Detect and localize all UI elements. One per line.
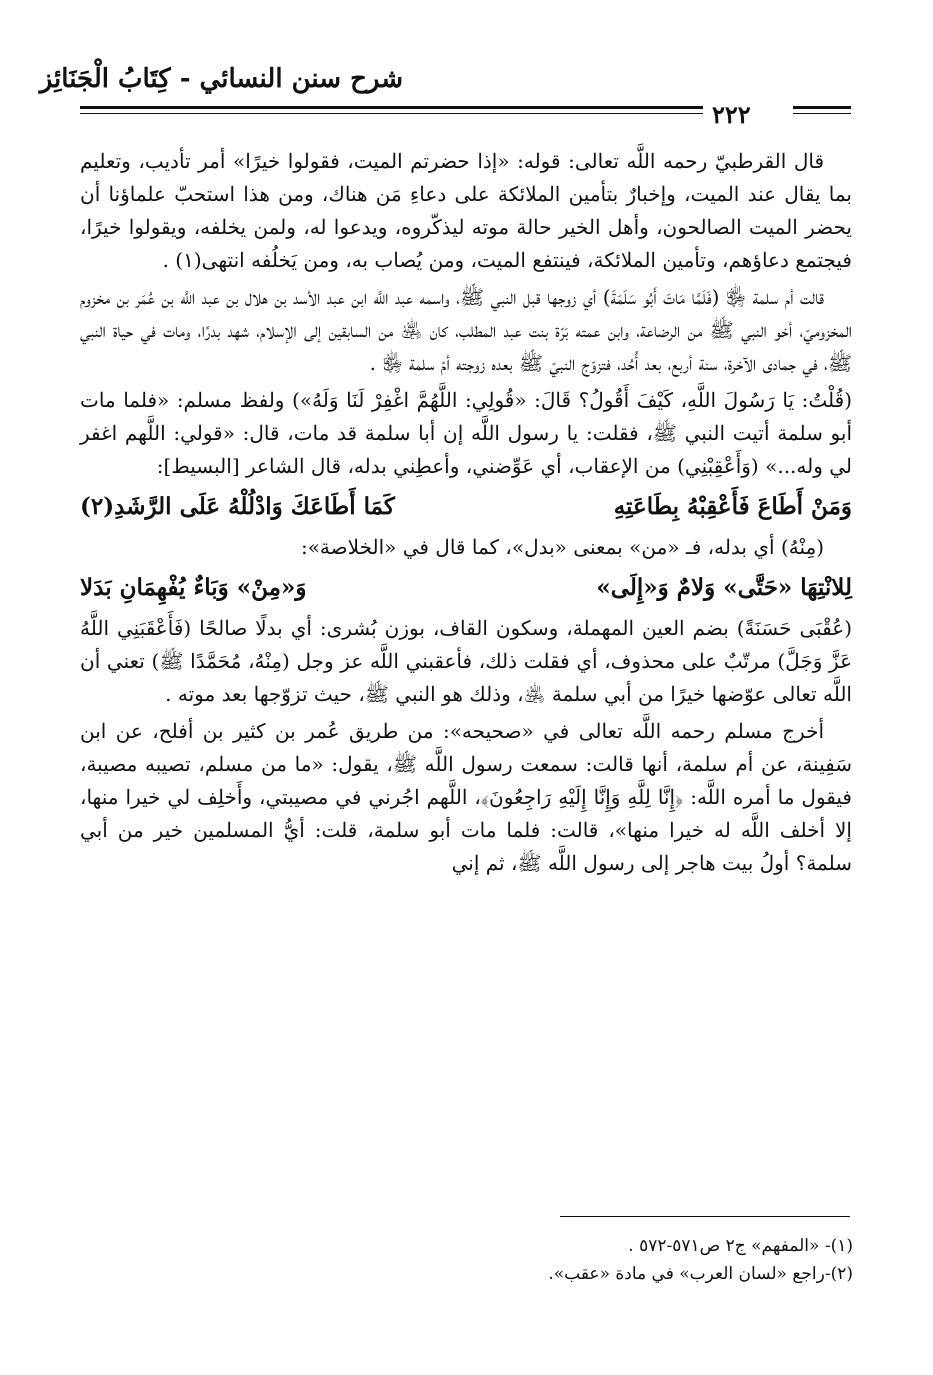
footnote-2: (٢)-راجع «لسان العرب» في مادة «عقب». bbox=[548, 1264, 853, 1284]
footnote-1: (١)- «المفهم» ج٢ ص٥٧١-٥٧٢ . bbox=[628, 1236, 853, 1256]
verse-hemistich-first: وَمَنْ أَطَاعَ فَأَعْقِبْهُ بِطَاعَتِهِ bbox=[613, 493, 852, 520]
poetry-verse-khulasa bbox=[80, 568, 852, 608]
verse-intro: (مِنْهُ) أي بدله، فـ «من» بمعنى «بدل»، كما قال في «الخلاصة»: bbox=[300, 535, 824, 559]
header-rule-right bbox=[793, 106, 851, 109]
running-title: شرح سنن النسائي - كِتَابُ الْجَنَائِز bbox=[39, 64, 403, 94]
verse-hemistich-second: كَمَا أَطَاعَكَ وَادْلُلْهُ عَلَى الرَّشَدِ(٢) bbox=[80, 493, 395, 520]
paragraph-qurtubi: قال القرطبيّ رحمه اللَّه تعالى: قوله: «إذا حضرتم الميت، فقولوا خيرًا» أمر تأديب، وتعليم بما يقال عند الميت، وإخبارٌ بتأمين الملائكة على دعاءِ مَن هناك، ومن هذا استحبّ علماؤنا أن يحضر الميت الصالحون، وأهل الخير حالة موته ليذكّروه، ويدعوا له، ولمن يخلفه، ويقولوا خيرًا، فيجتمع دعاؤهم، وتأمين الملائكة، فينتفع الميت، ومن يُصاب به، ومن يَخلُفه انتهى(١) . bbox=[80, 149, 852, 272]
verse-hemistich-second: وَ«مِنْ» وَبَاءٌ يُفْهِمَانِ بَدَلا bbox=[80, 574, 307, 601]
paragraph-umm-salama: قالت أم سلمة ﵂ (فَلَمَّا مَاتَ أَبُو سَلَمَةَ) أي زوجها قبل النبي ﷺ، واسمه عبد اللَّه ابن عبد الأسد بن هلال بن عبد اللَّه بن عُمَر بن مخزوم المخزوميّ، أخو النبي ﷺ من الرضاعة، وابن عمته بَرّة بنت عبد المطلب، كان ﵁ من السابقين إلى الإسلام، شهد بدرًا، ومات في حياة النبي ﷺ، في جمادى الآخرة، سنة أربع، بعد أُحُد، فتزوّج النبيّ ﷺ بعده زوجته أمّ سلمة ﵂ . bbox=[80, 285, 852, 375]
header-rule-thin bbox=[80, 113, 703, 114]
verse-hemistich-first: لِلانْتِهَا «حَتَّى» وَلامٌ وَ«إِلَى» bbox=[596, 574, 852, 601]
paragraph-muslim: أخرج مسلم رحمه اللَّه تعالى في «صحيحه»: من طريق عُمر بن كثير بن أفلح، عن ابن سَفِينة، عن أم سلمة، أنها قالت: سمعت رسول اللَّه ﷺ، يقول: «ما من مسلم، تصيبه مصيبة، فيقول ما أمره اللَّه: ﴿إِنَّا لِلَّهِ وَإِنَّا إِلَيْهِ رَاجِعُونَ﴾، اللَّهم اجُرني في مصيبتي، وأَخلِف لي خيرا منها، إلا أخلف اللَّه له خيرا منها»، قالت: فلما مات أبو سلمة، قلت: أيُّ المسلمين خير من أبي سلمة؟ أولُ بيت هاجر إلى رسول اللَّه ﷺ، ثم إني bbox=[80, 719, 852, 875]
footnote-separator bbox=[560, 1216, 850, 1217]
header-rule bbox=[80, 106, 703, 109]
header-rule-right-thin bbox=[793, 113, 851, 114]
page-number: ٢٢٢ bbox=[712, 100, 751, 129]
main-text bbox=[80, 145, 852, 884]
footnotes bbox=[81, 1232, 853, 1288]
poetry-verse bbox=[80, 487, 852, 527]
paragraph-uqba: (عُقْبَى حَسَنَةً) بضم العين المهملة، وسكون القاف، بوزن بُشرى: أي بدلًا صالحًا (فَأَعْقَبَنِي اللَّهُ عَزَّ وَجَلَّ) مرتّبٌ على محذوف، أي فقلت ذلك، فأعقبني اللَّه عز وجل (مِنْهُ، مُحَمَّدًا ﷺ) تعني أن اللَّه تعالى عوّضها خيرًا من أبي سلمة ﵁، وذلك هو النبي ﷺ، حيث تزوّجها بعد موته . bbox=[80, 616, 852, 706]
paragraph-qultu: (قُلْتُ: يَا رَسُولَ اللَّهِ، كَيْفَ أَقُولُ؟ قَالَ: «قُولِي: اللَّهُمَّ اغْفِرْ لَنَا وَلَهُ») ولفظ مسلم: «فلما مات أبو سلمة أتيت النبي ﷺ، فقلت: يا رسول اللَّه إن أبا سلمة قد مات، قال: «قولي: اللَّهم اغفر لي وله...» (وَأَعْقِبْنِي) من الإعقاب، أي عَوِّضني، وأعطِني بدله، قال الشاعر [البسيط]: bbox=[80, 388, 852, 478]
